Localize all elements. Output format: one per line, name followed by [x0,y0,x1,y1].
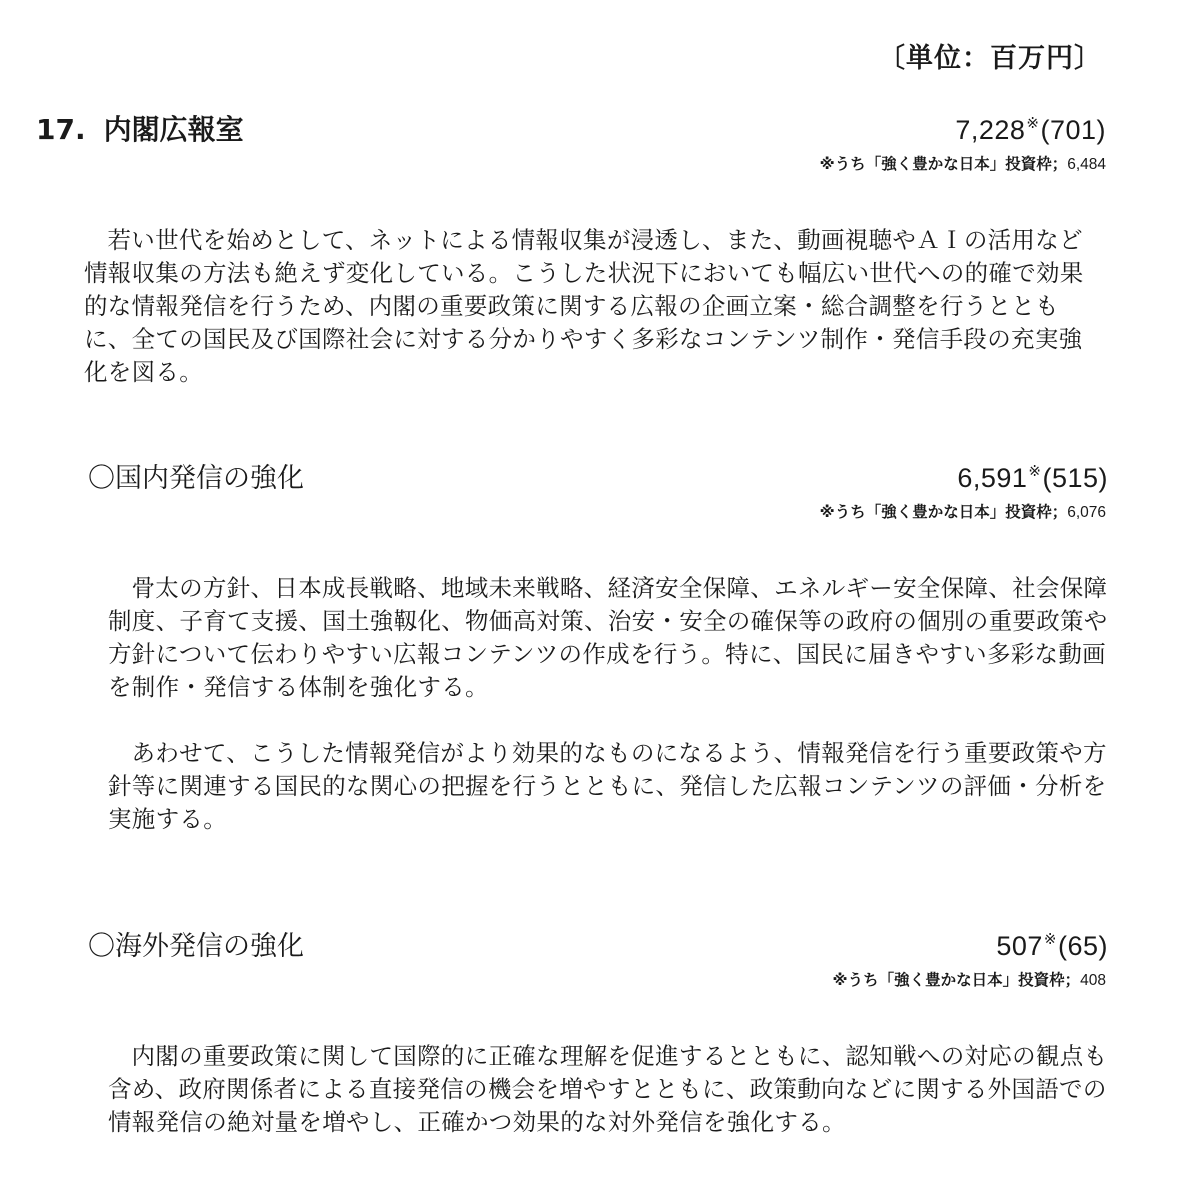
section-domestic-title: 〇国内発信の強化 [88,463,304,494]
section-domestic-paragraph-2: あわせて、こうした情報発信がより効果的なものになるよう、情報発信を行う重要政策や方針等に関連する国民的な関心の把握を行うとともに、発信した広報コンテンツの評価・分析を実施する。 [108,739,1107,833]
section-title-text: 内閣広報室 [103,113,244,146]
note-mark: ※ [1026,115,1040,132]
amount-value: 507 [996,931,1043,961]
note-label: ※うち「強く豊かな日本」投資枠； [832,971,1081,989]
section-main-title [36,108,244,148]
section-domestic-amount [957,462,1108,494]
note-value: 6,076 [1067,504,1106,521]
section-main-header [36,108,1106,148]
note-value: 6,484 [1067,156,1106,173]
note-mark: ※ [1043,931,1057,948]
section-overseas-note [833,968,1106,990]
note-label: ※うち「強く豊かな日本」投資枠； [819,503,1068,521]
section-main-paragraph: 若い世代を始めとして、ネットによる情報収集が浸透し、また、動画視聴やＡＩの活用など情報収集の方法も絶えず変化している。こうした状況下においても幅広い世代への的確で効果的な情報発信を行うため、内閣の重要政策に関する広報の企画立案・総合調整を行うとともに、全ての国民及び国際社会に対する分かりやすく多彩なコンテンツ制作・発信手段の充実強化を図る。 [84,226,1084,386]
note-mark: ※ [1028,463,1042,480]
unit-label: 〔単位：百万円〕 [878,43,1102,74]
note-value: 408 [1080,972,1106,989]
section-overseas-header [88,924,1108,963]
section-overseas-paragraph: 内閣の重要政策に関して国際的に正確な理解を促進するとともに、認知戦への対応の観点も含め、政府関係者による直接発信の機会を増やすとともに、政策動向などに関する外国語での情報発信の絶対量を増やし、正確かつ効果的な対外発信を強化する。 [108,1042,1108,1136]
amount-value: 7,228 [955,115,1026,145]
amount-paren: (701) [1040,115,1106,145]
amount-paren: (65) [1057,931,1108,961]
section-overseas-amount [996,930,1108,962]
amount-value: 6,591 [957,463,1028,493]
section-overseas-title: 〇海外発信の強化 [88,931,304,962]
section-domestic-header [88,456,1108,495]
section-domestic-paragraph-1: 骨太の方針、日本成長戦略、地域未来戦略、経済安全保障、エネルギー安全保障、社会保障制度、子育て支援、国土強靱化、物価高対策、治安・安全の確保等の政府の個別の重要政策や方針について伝わりやすい広報コンテンツの作成を行う。特に、国民に届きやすい多彩な動画を制作・発信する体制を強化する。 [108,574,1108,701]
section-main-amount [955,114,1106,146]
section-number: 17. [36,113,86,146]
section-domestic-note [820,500,1106,522]
section-main-note [820,152,1106,174]
amount-paren: (515) [1042,463,1108,493]
note-label: ※うち「強く豊かな日本」投資枠； [819,155,1068,173]
